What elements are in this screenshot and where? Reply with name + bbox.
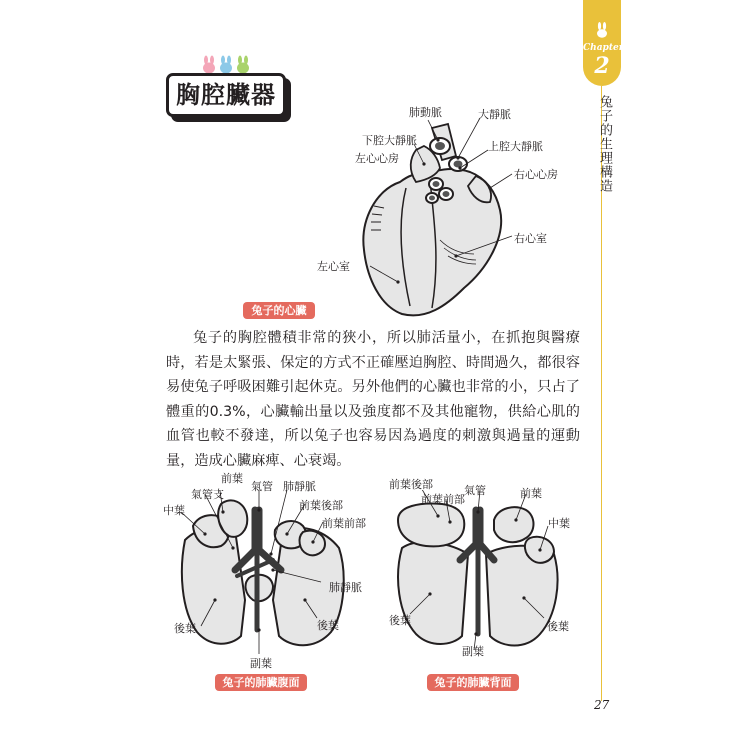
chapter-number: 2 (594, 53, 610, 79)
label-aorta: 大靜脈 (478, 108, 511, 121)
label-dorsal-accessory-lobe: 副葉 (462, 645, 484, 658)
heart-caption: 兔子的心臟 (243, 302, 315, 319)
label-left-ventricle: 左心室 (317, 260, 350, 273)
label-ventral-front-lobe-front: 前葉前部 (322, 517, 366, 530)
label-ventral-front-lobe-rear: 前葉後部 (299, 499, 343, 512)
page-heading: 胸腔臟器 (176, 81, 276, 109)
lung-dorsal-illustration (390, 490, 570, 660)
label-ventral-rear-lobe-right: 後葉 (317, 619, 339, 632)
label-left-atrium: 左心心房 (355, 152, 399, 165)
label-ventral-front-lobe: 前葉 (221, 472, 243, 485)
label-ventral-pulmonary-vein-top: 肺靜脈 (283, 480, 316, 493)
label-dorsal-rear-lobe-right: 後葉 (547, 620, 569, 633)
chapter-tab (583, 0, 624, 86)
label-ventral-middle-lobe: 中葉 (163, 504, 185, 517)
lung-dorsal-caption: 兔子的肺臟背面 (427, 674, 519, 691)
label-dorsal-middle-lobe: 中葉 (548, 517, 570, 530)
label-pulmonary-artery: 肺動脈 (409, 106, 442, 119)
label-inferior-vena-cava: 下腔大靜脈 (362, 134, 417, 147)
label-ventral-trachea: 氣管 (251, 480, 273, 493)
label-dorsal-rear-lobe-left: 後葉 (389, 614, 411, 627)
label-right-atrium: 右心心房 (514, 168, 558, 181)
label-ventral-rear-lobe-left: 後葉 (174, 622, 196, 635)
label-right-ventricle: 右心室 (514, 232, 547, 245)
label-dorsal-front-lobe-rear: 前葉後部 (389, 478, 433, 491)
label-superior-vena-cava: 上腔大靜脈 (488, 140, 543, 153)
chapter-title: 兔子的生理構造 (597, 95, 612, 193)
body-paragraph: 兔子的胸腔體積非常的狹小，所以肺活量小，在抓抱與醫療時，若是太緊張、保定的方式不正確壓迫胸腔、時間過久，都很容易使兔子呼吸困難引起休克。另外他們的心臟也非常的小，只占了體重的0.3%，心臟輸出量以及強度都不及其他寵物，供給心肌的血管也較不發達，所以兔子也容易因為過度的刺激與過量的運動量，造成心臟麻痺、心衰竭。 (166, 330, 580, 469)
rabbit-icon (596, 22, 608, 38)
lung-ventral-caption: 兔子的肺臟腹面 (215, 674, 307, 691)
label-dorsal-trachea: 氣管 (464, 484, 486, 497)
chapter-word: Chapter (583, 43, 624, 53)
label-ventral-pulmonary-vein: 肺靜脈 (329, 581, 362, 594)
page-number: 27 (594, 698, 610, 712)
label-ventral-accessory-lobe: 副葉 (250, 657, 272, 670)
label-dorsal-front-lobe-front: 前葉前部 (421, 493, 465, 506)
label-ventral-bronchus: 氣管支 (191, 488, 224, 501)
label-dorsal-front-lobe: 前葉 (520, 487, 542, 500)
